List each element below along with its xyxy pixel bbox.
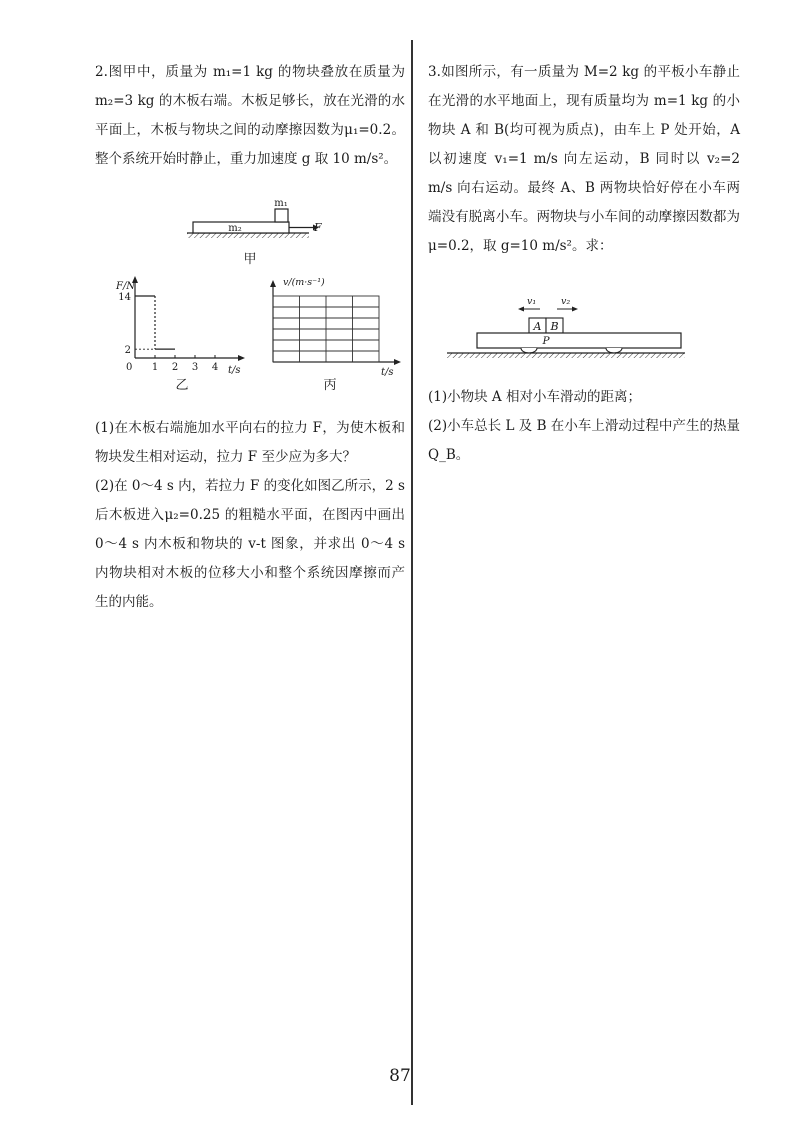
page-number: 87 (389, 1066, 411, 1086)
caption-yi: 乙 (175, 378, 189, 393)
cart-ground-hatch (447, 353, 685, 358)
yi-x-arrow (238, 355, 245, 361)
yi-y-label: F/N (116, 281, 136, 292)
bing-x-label: t/s (381, 367, 394, 378)
yi-origin: 0 (126, 362, 133, 373)
yi-x-tick: 3 (191, 362, 199, 373)
wheel-left (521, 348, 537, 353)
label-P: P (542, 335, 550, 347)
label-B: B (550, 320, 559, 333)
bing-y-label: v/(m·s⁻¹) (283, 277, 325, 288)
block-m1 (275, 209, 288, 222)
bing-x-arrow (394, 359, 401, 365)
right-questions (428, 383, 740, 470)
problem3-stem: 3.如图所示，有一质量为 M=2 kg 的平板小车静止在光滑的水平地面上，现有质量均为 m=1 kg 的小物块 A 和 B(均可视为质点)，由车上 P 处开始，A 以初速度 v₁=1 m/s 向左运动，B 同时以 v₂=2 m/s 向右运动。最终 A、B 两物块恰好停在小车两端没有脱离小车。两物块与小车间的动摩擦因数都为μ=0.2，取 g=10 m/s²。求： (428, 64, 740, 254)
yi-y-tick: 14 (118, 292, 131, 303)
yi-x-label: t/s (228, 365, 241, 376)
right-column (428, 58, 740, 261)
problem2-stem: 2.图甲中，质量为 m₁=1 kg 的物块叠放在质量为 m₂=3 kg 的木板右端。木板足够长，放在光滑的水平面上，木板与物块之间的动摩擦因数为μ₁=0.2。整个系统开始时静止，重力加速度 g 取 10 m/s²。 (95, 64, 405, 167)
force-label: F (314, 221, 322, 234)
board-label: m₂ (228, 223, 242, 234)
left-questions (95, 414, 405, 617)
figure-yi (115, 276, 255, 376)
label-A: A (533, 320, 542, 333)
bing-y-arrow (270, 280, 276, 287)
problem3-question1: (1)小物块 A 相对小车滑动的距离； (428, 389, 641, 405)
v2-arrow-head (572, 307, 578, 312)
v2-label: v₂ (561, 296, 571, 307)
ground-hatch (187, 233, 309, 238)
problem3-question2: (2)小车总长 L 及 B 在小车上滑动过程中产生的热量 Q_B。 (428, 418, 740, 463)
v1-arrow-head (518, 307, 524, 312)
problem2-question2: (2)在 0～4 s 内，若拉力 F 的变化如图乙所示，2 s 后木板进入μ₂=0.25 的粗糙水平面，在图丙中画出 0～4 s 内木板和物块的 v-t 图象，并求出 0～4 s 内物块相对木板的位移大小和整个系统因摩擦而产生的内能。 (95, 478, 405, 610)
caption-jia: 甲 (243, 252, 257, 267)
block-label: m₁ (274, 198, 288, 209)
v1-label: v₁ (527, 296, 537, 307)
caption-bing: 丙 (323, 378, 337, 393)
yi-x-tick: 2 (171, 362, 179, 373)
yi-x-tick: 4 (211, 362, 219, 373)
figure-cart (445, 292, 690, 362)
bing-grid (273, 296, 379, 362)
column-divider (411, 40, 413, 1105)
figure-bing (263, 276, 408, 376)
problem2-question1: (1)在木板右端施加水平向右的拉力 F，为使木板和物块发生相对运动，拉力 F 至少应为多大？ (95, 420, 405, 465)
cart-board (477, 333, 681, 348)
yi-x-tick: 1 (151, 362, 159, 373)
wheel-right (606, 348, 622, 353)
left-column (95, 58, 405, 174)
yi-y-tick: 2 (124, 345, 131, 357)
figure-jia (185, 196, 325, 242)
